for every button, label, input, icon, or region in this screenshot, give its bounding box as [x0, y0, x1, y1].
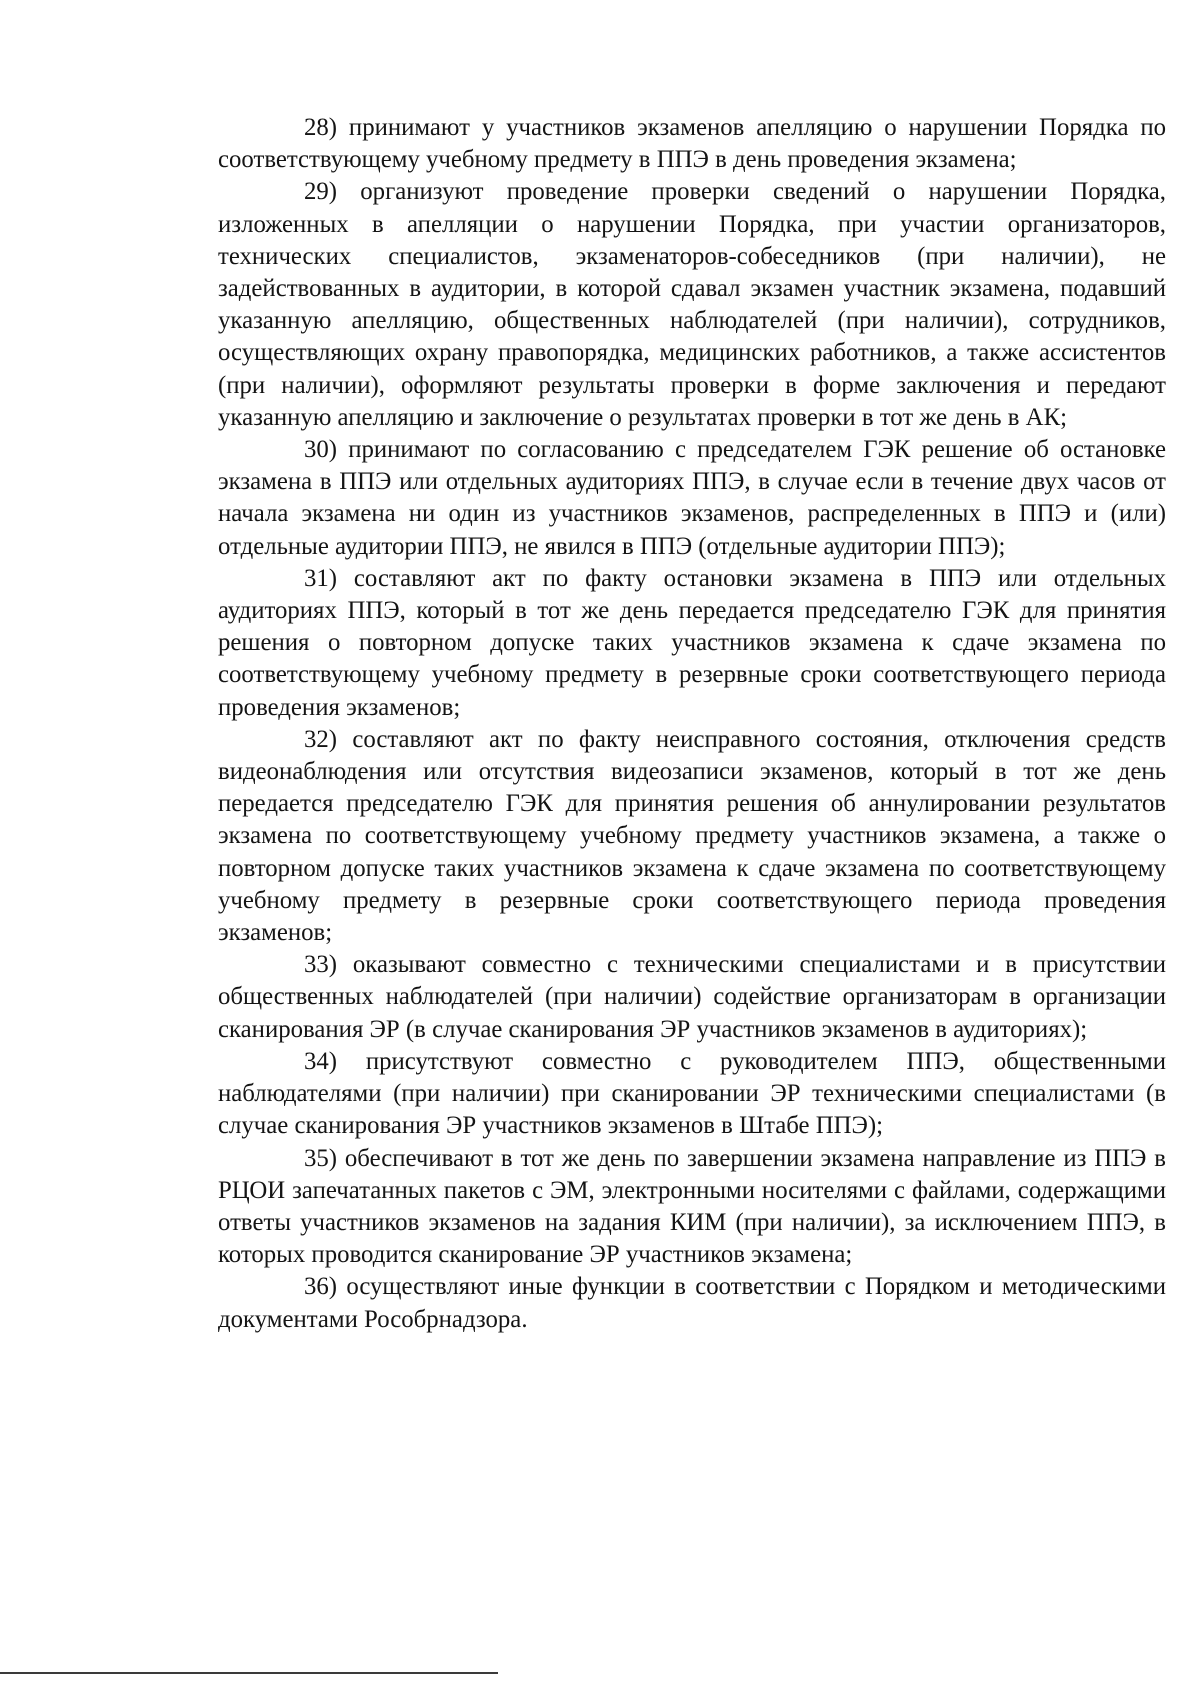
paragraph-item-32: 32) составляют акт по факту неисправного состояния, отключения средств видеонаблюдения или отсутствия видеозаписи экзаменов, который в тот же день передается председателю ГЭК для принятия решения об аннулировании результатов экзамена по соответствующему учебному предмету участников экзамена, а также о повторном допуске таких участников экзамена к сдаче экзамена по соответствующему учебному предмету в резервные сроки соответствующего периода проведения экзаменов;	[218, 725, 1166, 947]
paragraph-item-30: 30) принимают по согласованию с председателем ГЭК решение об остановке экзамена в ППЭ или отдельных аудиториях ППЭ, в случае если в течение двух часов от начала экзамена ни один из участников экзаменов, распределенных в ППЭ и (или) отдельные аудитории ППЭ, не явился в ППЭ (отдельные аудитории ППЭ);	[218, 436, 1166, 560]
paragraph-item-33: 33) оказывают совместно с техническими специалистами и в присутствии общественных наблюдателей (при наличии) содействие организаторам в организации сканирования ЭР (в случае сканирования ЭР участников экзаменов в аудиториях);	[218, 951, 1166, 1043]
paragraph-item-31: 31) составляют акт по факту остановки экзамена в ППЭ или отдельных аудиториях ППЭ, который в тот же день передается председателю ГЭК для принятия решения о повторном допуске таких участников экзамена к сдаче экзамена по соответствующему учебному предмету в резервные сроки соответствующего периода проведения экзаменов;	[218, 564, 1166, 721]
paragraph-item-28: 28) принимают у участников экзаменов апелляцию о нарушении Порядка по соответствующему учебному предмету в ППЭ в день проведения экзамена;	[218, 114, 1166, 174]
paragraph-item-29: 29) организуют проведение проверки сведений о нарушении Порядка, изложенных в апелляции о нарушении Порядка, при участии организаторов, технических специалистов, экзаменаторов-собеседников (при наличии), не задействованных в аудитории, в которой сдавал экзамен участник экзамена, подавший указанную апелляцию, общественных наблюдателей (при наличии), сотрудников, осуществляющих охрану правопорядка, медицинских работников, а также ассистентов (при наличии), оформляют результаты проверки в форме заключения и передают указанную апелляцию и заключение о результатах проверки в тот же день в АК;	[218, 178, 1166, 431]
paragraph-item-36: 36) осуществляют иные функции в соответствии с Порядком и методическими документами Рособрнадзора.	[218, 1273, 1166, 1333]
paragraph-item-34: 34) присутствуют совместно с руководителем ППЭ, общественными наблюдателями (при наличии) при сканировании ЭР техническими специалистами (в случае сканирования ЭР участников экзаменов в Штабе ППЭ);	[218, 1047, 1166, 1140]
bottom-divider	[0, 1672, 498, 1674]
paragraph-item-35: 35) обеспечивают в тот же день по завершении экзамена направление из ППЭ в РЦОИ запечатанных пакетов с ЭМ, электронными носителями с файлами, содержащими ответы участников экзаменов на задания КИМ (при наличии), за исключением ППЭ, в которых проводится сканирование ЭР участников экзамена;	[218, 1144, 1166, 1269]
document-body	[218, 112, 1166, 1336]
